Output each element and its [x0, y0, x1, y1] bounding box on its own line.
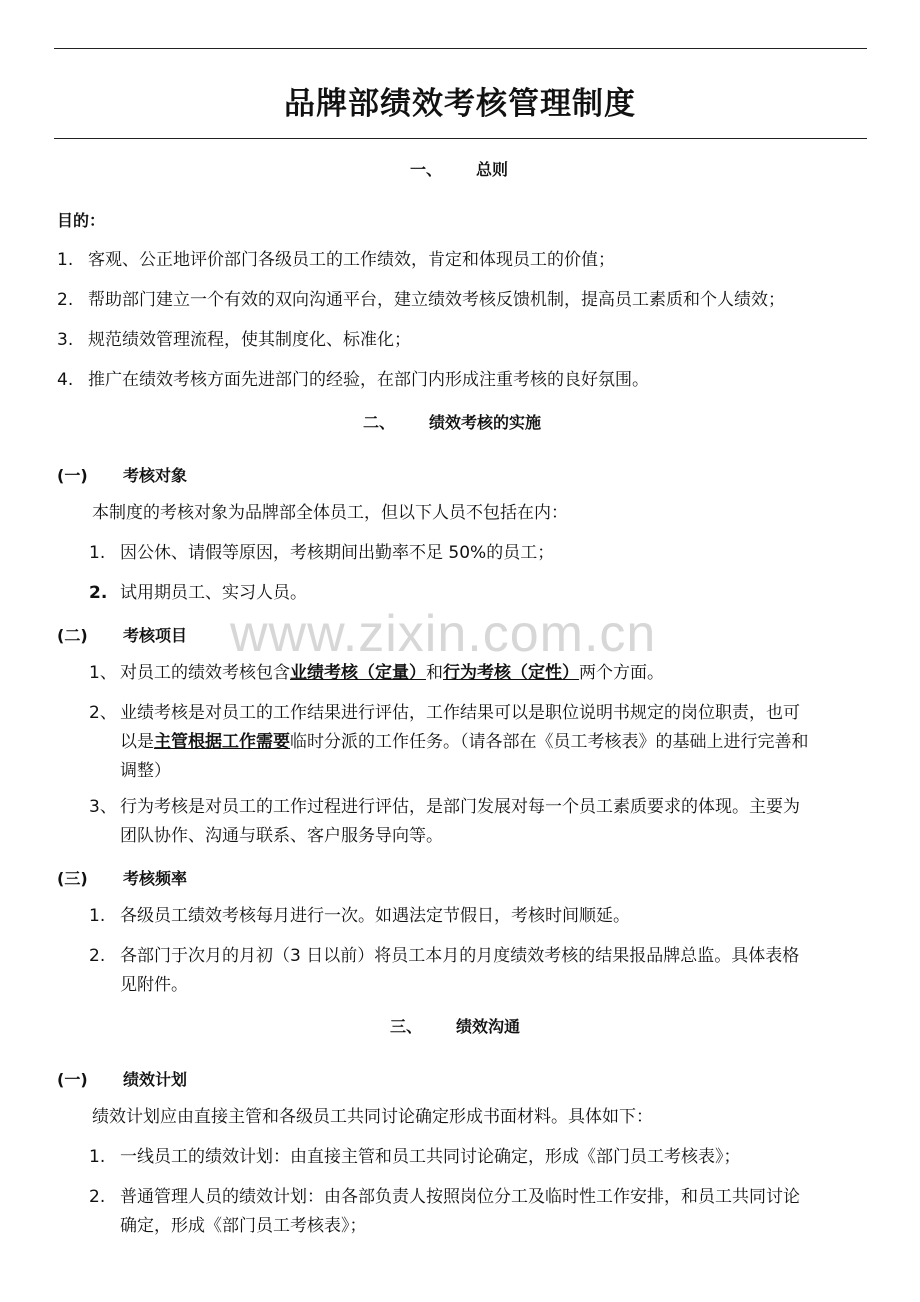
paragraph: 本制度的考核对象为品牌部全体员工，但以下人员不包括在内： [92, 503, 568, 523]
list-text: 试用期员工、实习人员。 [120, 583, 307, 603]
list-number: 1. [89, 543, 106, 563]
list-text [120, 793, 870, 851]
purpose-label: 目的： [57, 211, 106, 230]
underlined-term: 行为考核（定性） [443, 663, 579, 683]
list-number: 2. [89, 1187, 106, 1207]
section-heading-1 [410, 157, 508, 180]
list-text [120, 659, 664, 688]
section-title: 总则 [476, 160, 509, 179]
text-run: 和 [426, 663, 443, 683]
text-run: 两个方面。 [579, 663, 664, 683]
list-number: 2. [89, 583, 108, 603]
watermark: www.zixin.com.cn [230, 605, 657, 663]
underlined-term: 主管根据工作需要 [154, 732, 290, 752]
list-text: 推广在绩效考核方面先进部门的经验，在部门内形成注重考核的良好氛围。 [88, 370, 649, 390]
title-underline-rule [54, 138, 867, 139]
underlined-term: 业绩考核（定量） [290, 663, 426, 683]
list-number: 4. [57, 370, 74, 390]
text-line: 见附件。 [120, 975, 188, 995]
text-line: 普通管理人员的绩效计划：由各部负责人按照岗位分工及临时性工作安排，和员工共同讨论 [120, 1187, 800, 1207]
subsection-title: 考核对象 [123, 466, 188, 485]
paragraph: 绩效计划应由直接主管和各级员工共同讨论确定形成书面材料。具体如下： [92, 1107, 653, 1127]
section-heading-3 [390, 1014, 520, 1037]
list-text: 各级员工绩效考核每月进行一次。如遇法定节假日，考核时间顺延。 [120, 906, 630, 926]
text-line: 团队协作、沟通与联系、客户服务导向等。 [120, 826, 443, 846]
text-line: 确定，形成《部门员工考核表》； [120, 1216, 367, 1236]
list-text: 规范绩效管理流程，使其制度化、标准化； [88, 330, 411, 350]
list-text: 客观、公正地评价部门各级员工的工作绩效，肯定和体现员工的价值； [88, 250, 615, 270]
text-run: 对员工的绩效考核包含 [120, 663, 290, 683]
subsection-number: (一) [57, 466, 88, 485]
list-number: 2. [57, 290, 74, 310]
subsection-title: 考核频率 [123, 869, 188, 888]
list-number: 1. [57, 250, 74, 270]
text-line: 业绩考核是对员工的工作结果进行评估，工作结果可以是职位说明书规定的岗位职责，也可 [120, 703, 800, 723]
subsection-title: 绩效计划 [123, 1070, 188, 1089]
subsection-heading [57, 623, 187, 646]
section-title: 绩效考核的实施 [429, 413, 542, 432]
subsection-heading [57, 1067, 187, 1090]
list-text: 因公休、请假等原因，考核期间出勤率不足 50%的员工； [120, 543, 555, 563]
list-number: 3、 [89, 797, 117, 817]
subsection-heading [57, 866, 187, 889]
section-heading-2 [363, 410, 541, 433]
section-title: 绩效沟通 [456, 1017, 521, 1036]
text-line: 调整） [120, 761, 171, 781]
list-text [120, 699, 870, 786]
list-number: 1. [89, 1147, 106, 1167]
subsection-number: (二) [57, 626, 88, 645]
top-rule [54, 48, 867, 49]
text-line: 行为考核是对员工的工作过程进行评估，是部门发展对每一个员工素质要求的体现。主要为 [120, 797, 800, 817]
list-number: 1. [89, 906, 106, 926]
section-number: 二、 [363, 413, 396, 432]
subsection-heading [57, 463, 187, 486]
section-number: 三、 [390, 1017, 423, 1036]
subsection-number: (三) [57, 869, 88, 888]
list-number: 3. [57, 330, 74, 350]
subsection-title: 考核项目 [123, 626, 188, 645]
list-number: 2、 [89, 703, 117, 723]
list-number: 2. [89, 946, 106, 966]
section-number: 一、 [410, 160, 443, 179]
list-text: 一线员工的绩效计划：由直接主管和员工共同讨论确定，形成《部门员工考核表》； [120, 1147, 741, 1167]
document-title: 品牌部绩效考核管理制度 [284, 86, 636, 122]
subsection-number: (一) [57, 1070, 88, 1089]
list-text: 帮助部门建立一个有效的双向沟通平台，建立绩效考核反馈机制，提高员工素质和个人绩效； [88, 290, 785, 310]
text-line [120, 728, 870, 757]
text-line: 各部门于次月的月初（3 日以前）将员工本月的月度绩效考核的结果报品牌总监。具体表格 [120, 946, 800, 966]
list-text [120, 1183, 870, 1241]
list-text [120, 942, 870, 1000]
text-run: 以是 [120, 732, 154, 752]
text-run: 临时分派的工作任务。（请各部在《员工考核表》的基础上进行完善和 [290, 732, 809, 752]
list-number: 1、 [89, 663, 117, 683]
